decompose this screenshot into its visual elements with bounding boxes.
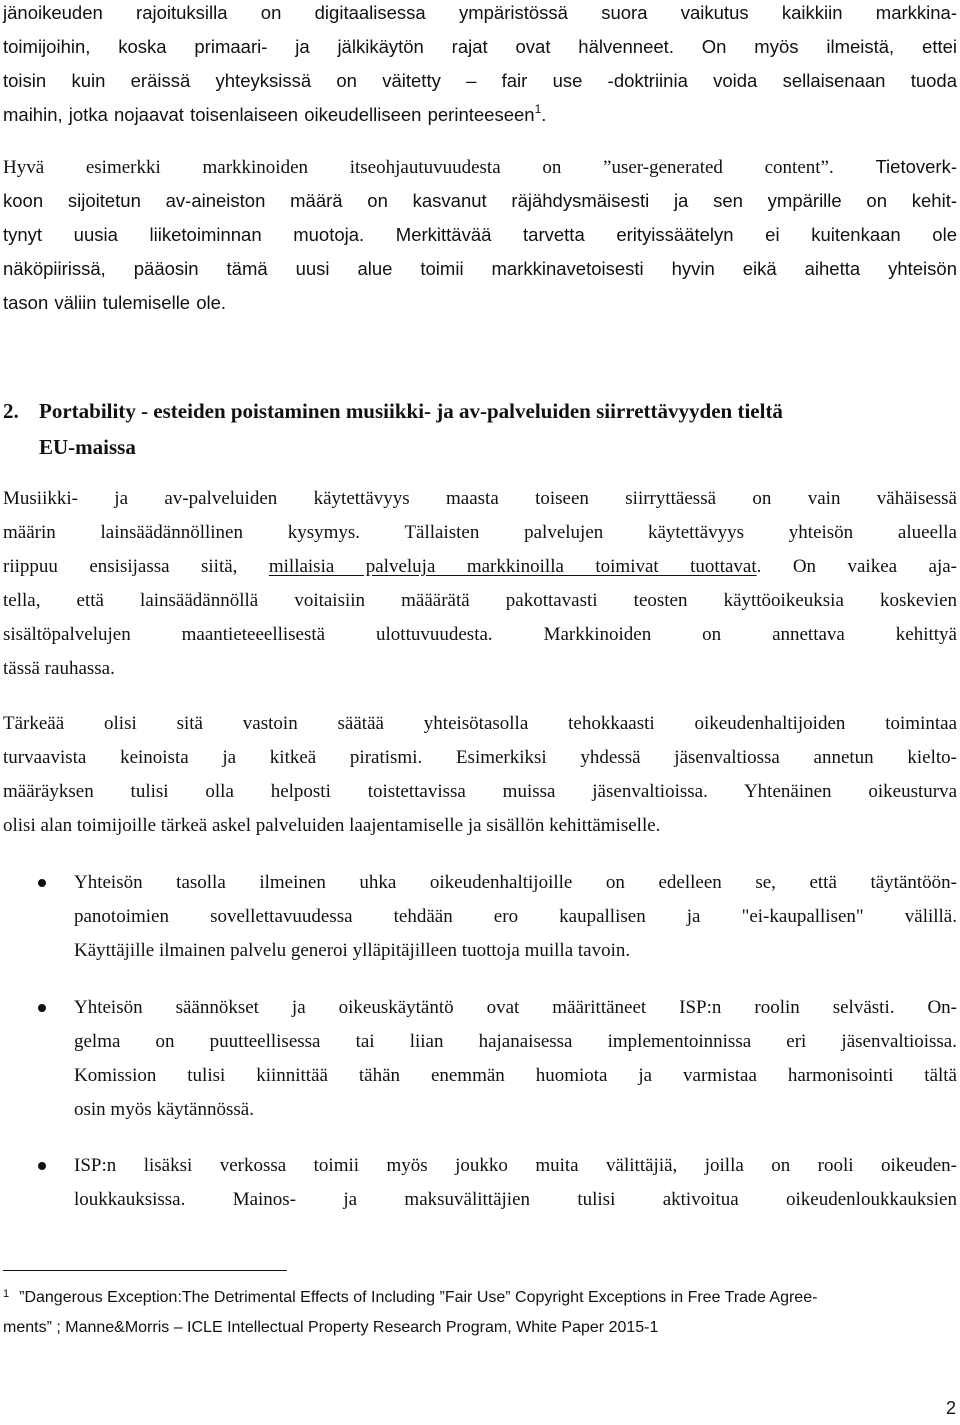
footnote-separator: [3, 1270, 287, 1271]
text-line: Musiikki- ja av-palveluiden käytettävyys maasta toiseen siirryttäessä on vain vähäisessä: [3, 488, 957, 509]
text-line: tässä rauhassa.: [3, 658, 115, 679]
text-line: panotoimien sovellettavuudessa tehdään ero kaupallisen ja "ei-kaupallisen" välillä.: [74, 906, 957, 927]
heading-line: [3, 393, 960, 429]
footnote-reference[interactable]: 1: [534, 102, 542, 116]
paragraph-user-generated-content: [3, 150, 957, 320]
text-line: osin myös käytännössä.: [74, 1099, 254, 1120]
text-line: Komission tulisi kiinnittää tähän enemmän huomiota ja varmistaa harmonisointi tältä: [74, 1065, 957, 1086]
bullet-icon: [38, 1004, 46, 1012]
text-line: Yhteisön säännökset ja oikeuskäytäntö ovat määrittäneet ISP:n roolin selvästi. On-: [74, 997, 957, 1018]
text-line: näköpiirissä, pääosin tämä uusi alue toimii markkinavetoisesti hyvin eikä aihetta yhteisön: [3, 258, 957, 279]
heading-line: EU-maissa: [39, 435, 136, 459]
text-line: gelma on puutteellisessa tai liian hajanaisessa implementoinnissa eri jäsenvaltioissa.: [74, 1031, 957, 1052]
text-line: tynyt uusia liiketoiminnan muotoja. Merkittävää tarvetta erityissäätelyn ei kuitenkaan ole: [3, 224, 957, 245]
underlined-text: millaisia palveluja markkinoilla toimivat tuottavat: [268, 556, 757, 577]
text-line: Tärkeää olisi sitä vastoin säätää yhteisötasolla tehokkaasti oikeudenhaltijoiden toimintaa: [3, 713, 957, 734]
text-fragment: riippuu ensisijassa siitä,: [3, 556, 269, 577]
text-line: olisi alan toimijoille tärkeä askel palveluiden laajentamiselle ja sisällön kehittämiselle.: [3, 815, 661, 836]
paragraph-portability: [3, 482, 957, 686]
text-line: määräyksen tulisi olla helposti toistettavissa muissa jäsenvaltioissa. Yhtenäinen oikeusturva: [3, 781, 957, 802]
text-line: tella, että lainsäädännöllä voitaisiin määärätä pakottavasti teosten käyttöoikeuksia koskevien: [3, 590, 957, 611]
text-line: koon sijoitetun av-aineiston määrä on kasvanut räjähdysmäisesti ja sen ympärille on kehit-: [3, 190, 957, 211]
text-line: sisältöpalvelujen maantieteeellisestä ulottuvuudesta. Markkinoiden on annettava kehittyä: [3, 624, 957, 645]
bullet-text: [74, 991, 957, 1127]
text-line: Yhteisön tasolla ilmeinen uhka oikeudenhaltijoille on edelleen se, että täytäntöön-: [74, 872, 957, 893]
text-line: loukkauksissa. Mainos- ja maksuvälittäjien tulisi aktivoitua oikeudenloukkauksien: [74, 1189, 957, 1210]
text-line: [3, 98, 957, 132]
text-fragment: . On vaikea aja-: [756, 556, 957, 577]
footnote-number: 1: [3, 1288, 10, 1300]
bullet-text: [74, 866, 957, 968]
section-number: 2.: [3, 399, 19, 423]
text-line: ISP:n lisäksi verkossa toimii myös joukko muita välittäjiä, joilla on rooli oikeuden-: [74, 1155, 957, 1176]
text-fragment: Hyvä esimerkki markkinoiden itseohjautuvuudesta on ”user-generated content”.: [3, 157, 876, 178]
heading-text: Portability - esteiden poistaminen musiikki- ja av-palveluiden siirrettävyyden tieltä: [39, 399, 783, 423]
bullet-text: [74, 1149, 957, 1217]
text-line: toimijoihin, koska primaari- ja jälkikäytön rajat ovat hälvenneet. On myös ilmeistä, ettei: [3, 36, 957, 57]
text-fragment: .: [541, 104, 547, 125]
page-number: 2: [945, 1398, 956, 1418]
footnote-line: [3, 1283, 923, 1313]
text-fragment: Tietoverk-: [875, 156, 957, 177]
text-line: jänoikeuden rajoituksilla on digitaalisessa ympäristössä suora vaikutus kaikkiin markkina-: [3, 2, 957, 23]
text-line: turvaavista keinoista ja kitkeä piratismi. Esimerkiksi yhdessä jäsenvaltiossa annetun kielto-: [3, 747, 957, 768]
text-line: [3, 150, 957, 184]
text-fragment: maihin, jotka nojaavat toisenlaiseen oikeudelliseen perinteeseen: [3, 104, 535, 125]
paragraph-rights-enforcement: [3, 707, 957, 843]
bullet-icon: [38, 1162, 46, 1170]
text-line: toisin kuin eräissä yhteyksissä on väitetty – fair use -doktriinia voida sellaisenaan tuoda: [3, 70, 957, 91]
text-line: [3, 550, 957, 584]
section-heading: [3, 393, 960, 465]
text-line: määrin lainsäädännöllinen kysymys. Tällaisten palvelujen käytettävyys yhteisön alueella: [3, 522, 957, 543]
footnote-line: ments” ; Manne&Morris – ICLE Intellectual Property Research Program, White Paper 2015-1: [3, 1319, 659, 1336]
text-line: Käyttäjille ilmainen palvelu generoi ylläpitäjilleen tuottoja muilla tavoin.: [74, 940, 631, 961]
footnote-text: ”Dangerous Exception:The Detrimental Effects of Including ”Fair Use” Copyright Exceptions in Free Trade Agree-: [19, 1289, 818, 1306]
text-line: tason väliin tulemiselle ole.: [3, 292, 227, 313]
bullet-icon: [38, 879, 46, 887]
paragraph-intro: [3, 0, 957, 132]
footnote: [3, 1283, 923, 1343]
